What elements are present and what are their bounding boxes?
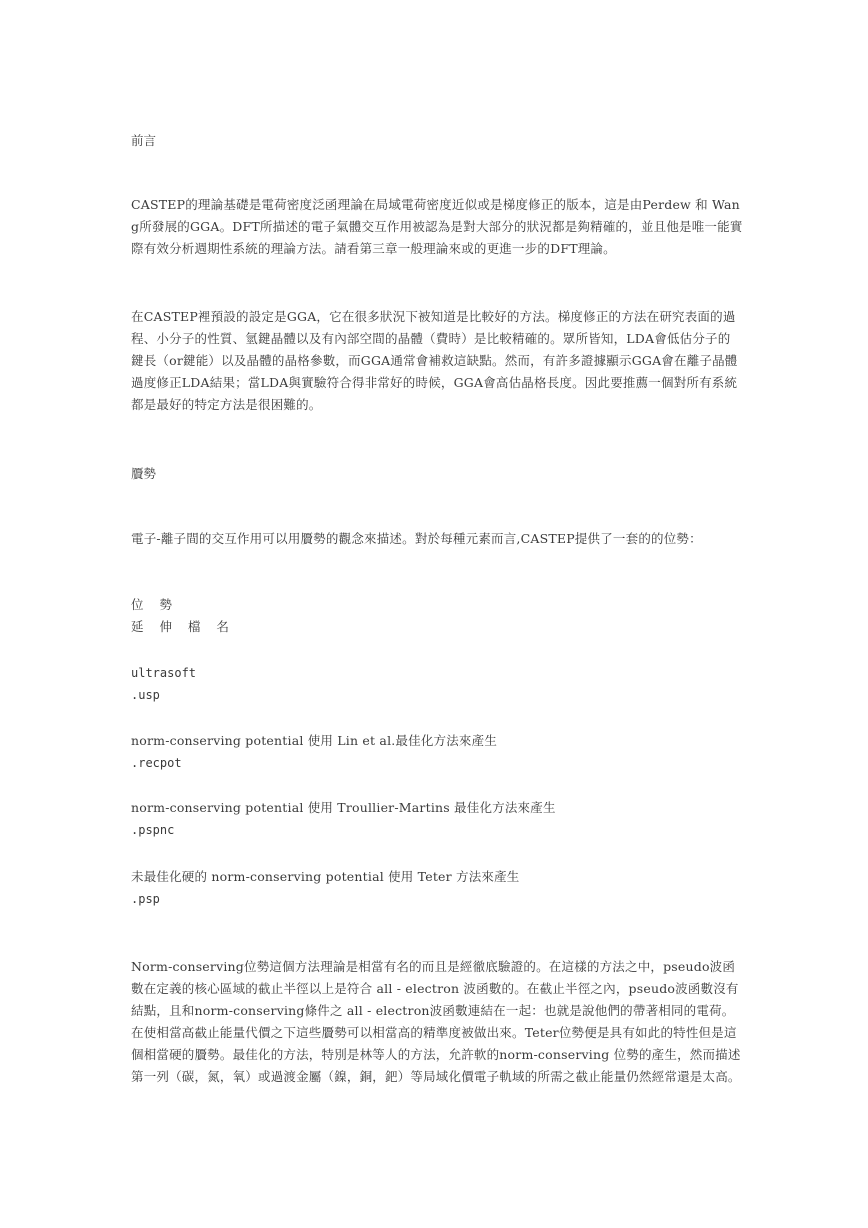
potential-extension: .psp	[131, 892, 160, 906]
pseudopotential-heading: 贗勢	[131, 466, 157, 481]
pseudopotential-intro: 電子-離子間的交互作用可以用贗勢的觀念來描述。對於每種元素而言,CASTEP提供了一套的的位勢：	[131, 531, 702, 546]
preface-paragraph-1: CASTEP的理論基礎是電荷密度泛函理論在局域電荷密度近似或是梯度修正的版本，這是由Perdew 和 Wang所發展的GGA。DFT所描述的電子氣體交互作用被認為是對大部分的狀況都是夠精確的，並且他是唯一能實際有效分析週期性系統的理論方法。請看第三章一般理論來或的更進一步的DFT理論。	[131, 197, 743, 256]
preface-heading: 前言	[131, 133, 157, 148]
preface-paragraph-2: 在CASTEP裡預設的設定是GGA，它在很多狀況下被知道是比較好的方法。梯度修正的方法在研究表面的過程、小分子的性質、氫鍵晶體以及有內部空間的晶體（費時）是比較精確的。眾所皆知，LDA會低估分子的鍵長（or鍵能）以及晶體的晶格參數，而GGA通常會補救這缺點。然而，有許多證據顯示GGA會在離子晶體過度修正LDA結果；當LDA與實驗符合得非常好的時候，GGA會高估晶格長度。因此要推薦一個對所有系統都是最好的特定方法是很困難的。	[131, 309, 738, 412]
potential-table-header	[131, 594, 743, 638]
potential-extension: .recpot	[131, 756, 182, 770]
potential-extension: .usp	[131, 688, 160, 702]
column-header-potential: 位 勢	[131, 597, 178, 612]
potential-item	[131, 730, 743, 774]
potential-name: ultrasoft	[131, 666, 197, 680]
potential-item	[131, 662, 743, 706]
potential-name: norm-conserving potential 使用 Troullier-Martins 最佳化方法來產生	[131, 800, 556, 815]
potential-item	[131, 866, 743, 910]
norm-conserving-paragraph: Norm-conserving位勢這個方法理論是相當有名的而且是經徹底驗證的。在這樣的方法之中，pseudo波函數在定義的核心區域的截止半徑以上是符合 all - electron 波函數的。在截止半徑之內，pseudo波函數沒有結點，且和norm-conserving條件之 all - electron波函數連結在一起：也就是說他們的帶著相同的電荷。在使相當高截止能量代價之下這些贗勢可以相當高的精準度被做出來。Teter位勢便是具有如此的特性但是這個相當硬的贗勢。最佳化的方法，特別是林等人的方法，允許軟的norm-conserving 位勢的產生，然而描述第一列（碳，氮，氧）或過渡金屬（鎳，銅，鈀）等局域化價電子軌域的所需之截止能量仍然經常還是太高。	[131, 959, 741, 1084]
column-header-extension: 延 伸 檔 名	[131, 619, 235, 634]
potential-name: 未最佳化硬的 norm-conserving potential 使用 Teter 方法來產生	[131, 869, 520, 884]
potential-item	[131, 797, 743, 841]
potential-extension: .pspnc	[131, 823, 175, 837]
potential-name: norm-conserving potential 使用 Lin et al.最佳化方法來產生	[131, 733, 498, 748]
